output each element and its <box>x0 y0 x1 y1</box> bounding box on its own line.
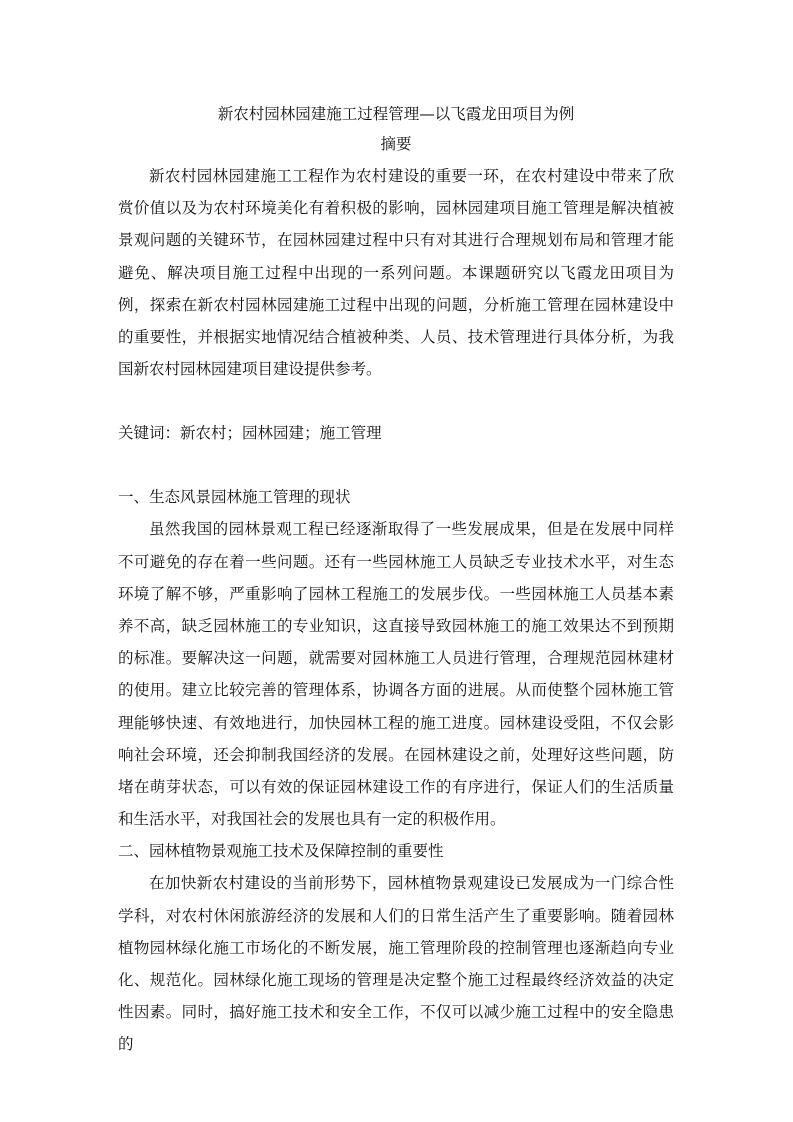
keyword-item: 园林园建 <box>242 424 305 443</box>
keyword-item: 新农村 <box>180 424 227 443</box>
keywords-label: 关键词： <box>118 424 181 443</box>
abstract-paragraph: 新农村园林园建施工工程作为农村建设的重要一环，在农村建设中带来了欣赏价值以及为农村环境美化有着积极的影响，园林园建项目施工管理是解决植被景观问题的关键环节，在园林园建过程中只有对其进行合理规划布局和管理才能避免、解决项目施工过程中出现的一系列问题。本课题研究以飞霞龙田项目为例，探索在新农村园林园建施工过程中出现的问题，分析施工管理在园林建设中的重要性，并根据实地情况结合植被种类、人员、技术管理进行具体分析，为我国新农村园林园建项目建设提供参考。 <box>118 167 674 379</box>
keyword-separator: ； <box>304 424 320 443</box>
section-paragraph: 在加快新农村建设的当前形势下，园林植物景观建设已发展成为一门综合性学科，对农村休闲旅游经济的发展和人们的日常生活产生了重要影响。随着园林植物园林绿化施工市场化的不断发展，施工管理阶段的控制管理也逐渐趋向专业化、规范化。园林绿化施工现场的管理是决定整个施工过程最终经济效益的决定性因素。同时，搞好施工技术和安全工作，不仅可以减少施工过程中的安全隐患的 <box>118 874 674 1054</box>
keyword-separator: ； <box>226 424 243 443</box>
section-heading: 一、生态风景园林施工管理的现状 <box>118 488 351 507</box>
section-paragraph: 虽然我国的园林景观工程已经逐渐取得了一些发展成果，但是在发展中同样不可避免的存在着一些问题。还有一些园林施工人员缺乏专业技术水平，对生态环境了解不够，严重影响了园林工程施工的发展步伐。一些园林施工人员基本素养不高，缺乏园林施工的专业知识，这直接导致园林施工的施工效果达不到预期的标准。要解决这一问题，就需要对园林施工人员进行管理，合理规范园林建材的使用。建立比较完善的管理体系，协调各方面的进展。从而使整个园林施工管理能够快速、有效地进行，加快园林工程的施工进度。园林建设受阻，不仅会影响社会环境，还会抑制我国经济的发展。在园林建设之前，处理好这些问题，防堵在萌芽状态，可以有效的保证园林建设工作的有序进行，保证人们的生活质量和生活水平，对我国社会的发展也具有一定的积极作用。 <box>118 520 674 829</box>
document-title: 新农村园林园建施工过程管理—以飞霞龙田项目为例 <box>217 105 575 123</box>
document-body <box>118 100 674 1061</box>
section-heading: 二、园林植物景观施工技术及保障控制的重要性 <box>118 842 444 861</box>
abstract-heading: 摘要 <box>380 135 412 153</box>
keyword-item: 施工管理 <box>319 424 382 443</box>
keywords-line <box>118 417 674 449</box>
